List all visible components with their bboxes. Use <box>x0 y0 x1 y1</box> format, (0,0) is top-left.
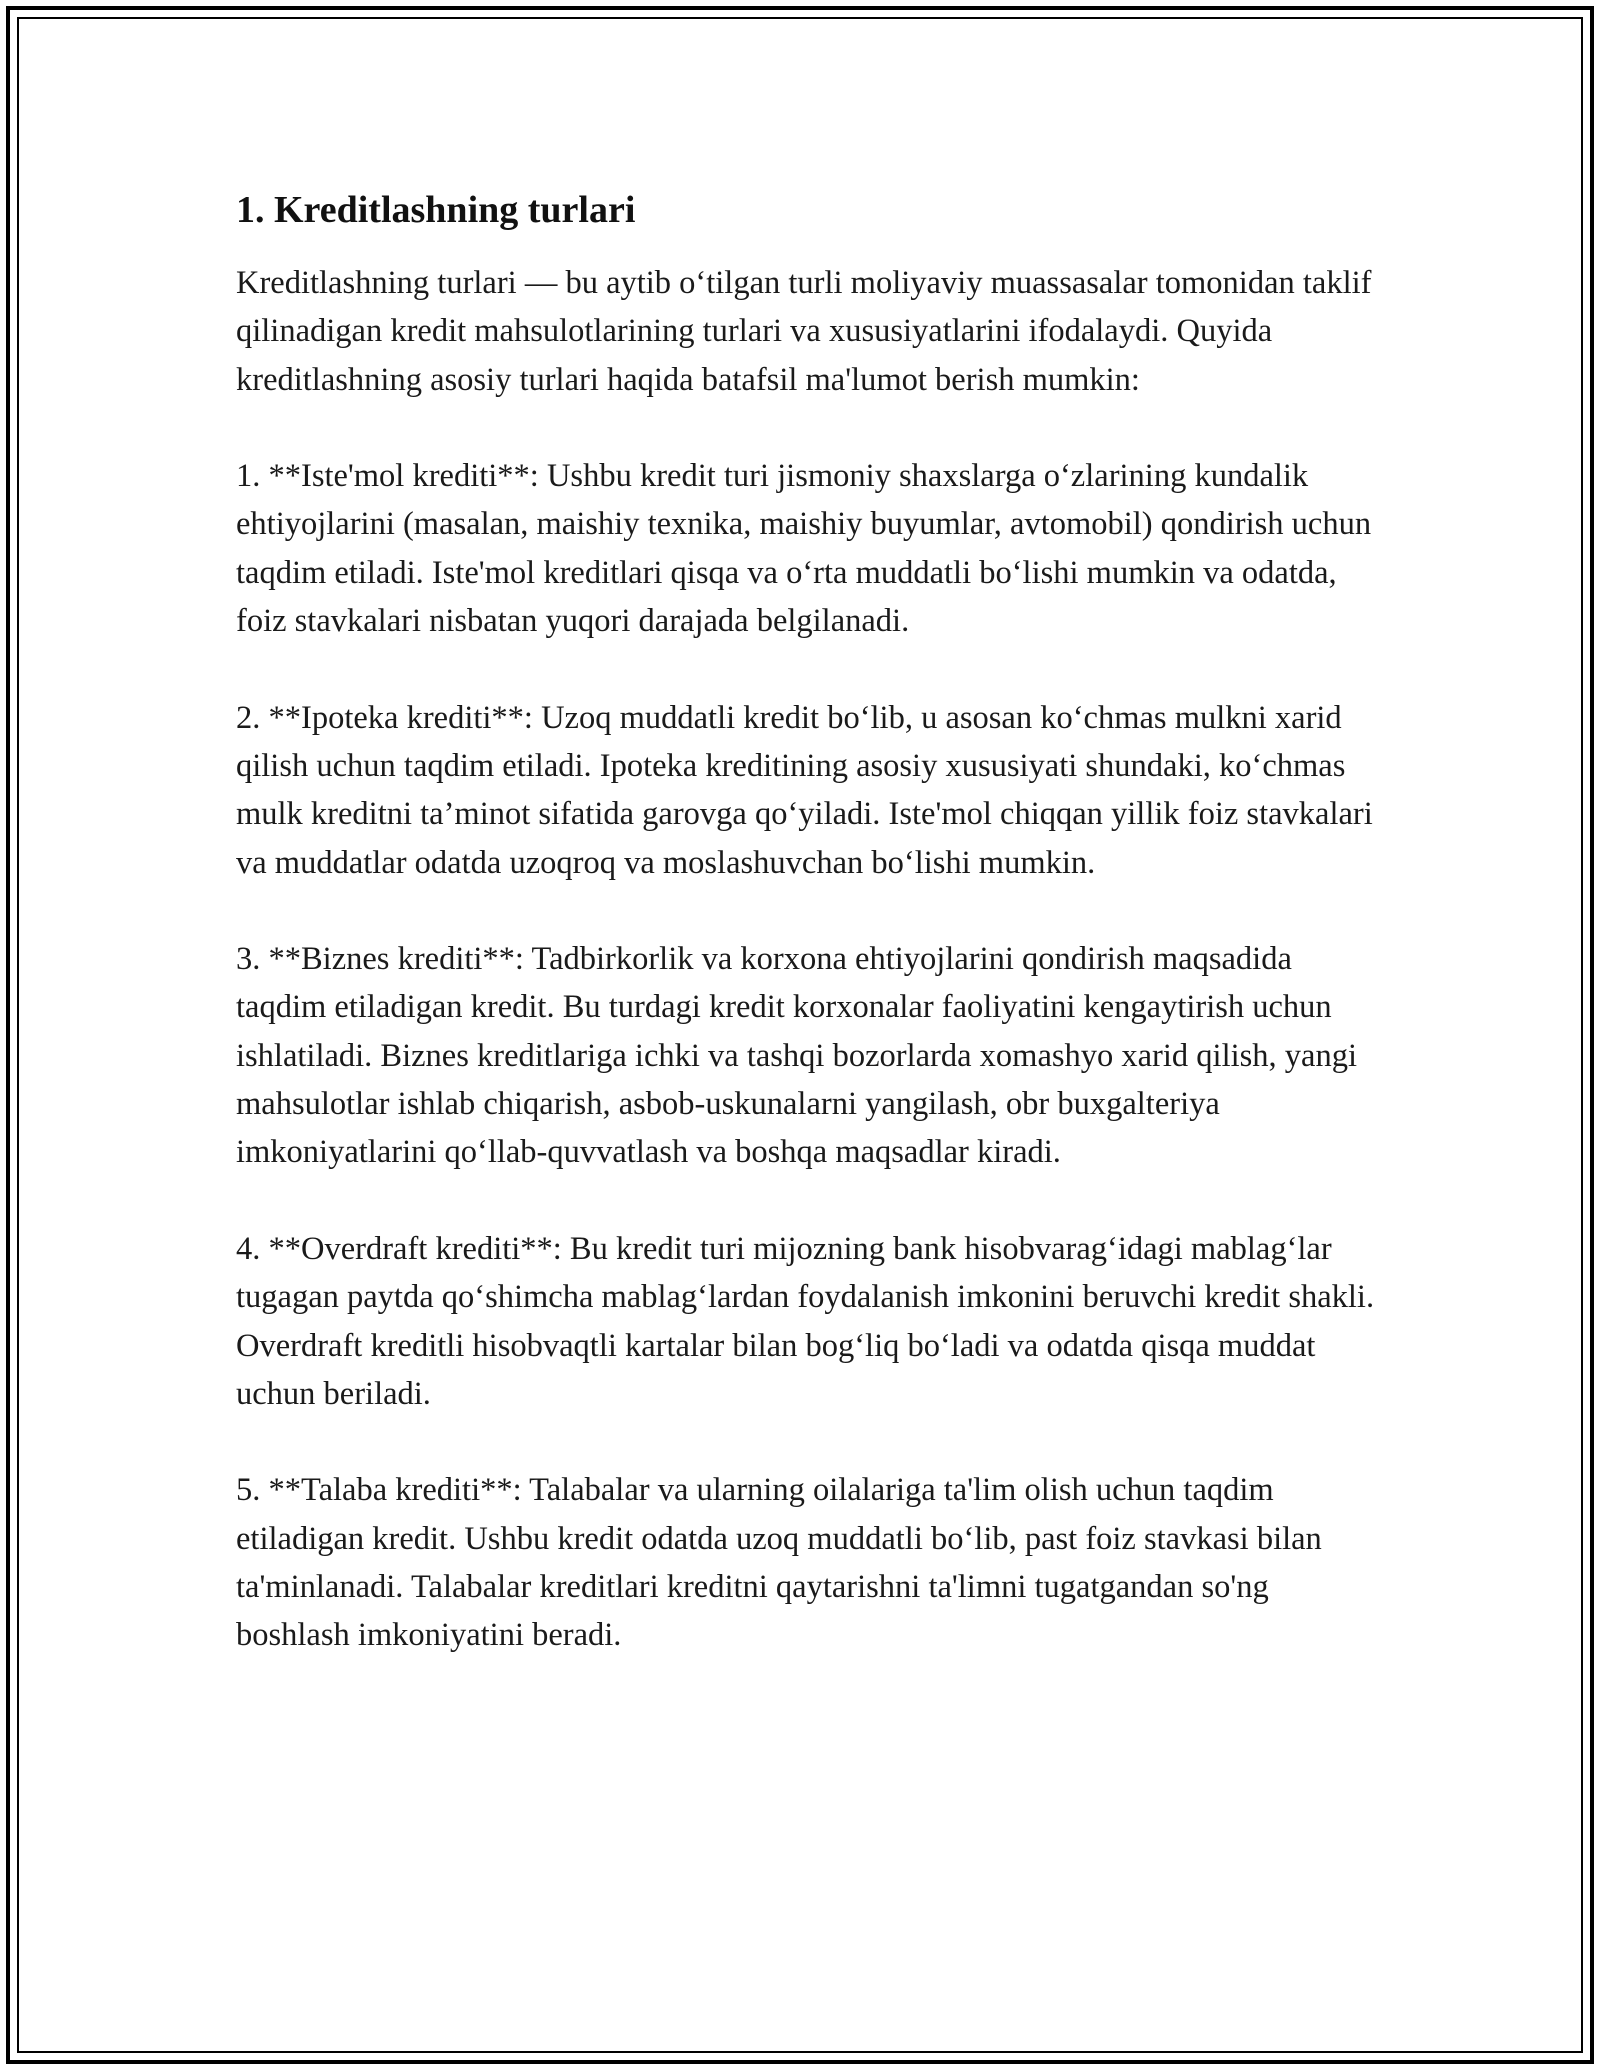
document-body <box>236 186 1376 1660</box>
paragraph-mortgage-credit: 2. **Ipoteka krediti**: Uzoq muddatli kredit bo‘lib, u asosan ko‘chmas mulkni xarid qilish uchun taqdim etiladi. Ipoteka kreditining asosiy xususiyati shundaki, ko‘chmas mulk kreditni ta’minot sifatida garovga qo‘yiladi. Iste'mol chiqqan yillik foiz stavkalari va muddatlar odatda uzoqroq va moslashuvchan bo‘lishi mumkin. <box>236 699 1373 881</box>
paragraph-overdraft-credit: 4. **Overdraft krediti**: Bu kredit turi mijozning bank hisobvarag‘idagi mablag‘lar tugagan paytda qo‘shimcha mablag‘lardan foydalanish imkonini beruvchi kredit shakli. Overdraft kreditli hisobvaqtli kartalar bilan bog‘liq bo‘ladi va odatda qisqa muddat uchun beriladi. <box>236 1230 1375 1412</box>
section-heading: 1. Kreditlashning turlari <box>236 189 636 231</box>
paragraph-consumer-credit: 1. **Iste'mol krediti**: Ushbu kredit turi jismoniy shaxslarga o‘zlarining kundalik ehtiyojlarini (masalan, maishiy texnika, maishiy buyumlar, avtomobil) qondirish uchun taqdim etiladi. Iste'mol kreditlari qisqa va o‘rta muddatli bo‘lishi mumkin va odatda, foiz stavkalari nisbatan yuqori darajada belgilanadi. <box>236 458 1372 640</box>
paragraph-student-credit: 5. **Talaba krediti**: Talabalar va ularning oilalariga ta'lim olish uchun taqdim etiladigan kredit. Ushbu kredit odatda uzoq muddatli bo‘lib, past foiz stavkasi bilan ta'minlanadi. Talabalar kreditlari kreditni qaytarishni ta'limni tugatgandan so'ng boshlash imkoniyatini beradi. <box>236 1472 1322 1654</box>
paragraph-business-credit: 3. **Biznes krediti**: Tadbirkorlik va korxona ehtiyojlarini qondirish maqsadida taqdim etiladigan kredit. Bu turdagi kredit korxonalar faoliyatini kengaytirish uchun ishlatiladi. Biznes kreditlariga ichki va tashqi bozorlarda xomashyo xarid qilish, yangi mahsulotlar ishlab chiqarish, asbob-uskunalarni yangilash, obr buxgalteriya imkoniyatlarini qo‘llab-quvvatlash va boshqa maqsadlar kiradi. <box>236 941 1357 1171</box>
intro-paragraph: Kreditlashning turlari — bu aytib o‘tilgan turli moliyaviy muassasalar tomonidan taklif qilinadigan kredit mahsulotlarining turlari va xususiyatlarini ifodalaydi. Quyida kreditlashning asosiy turlari haqida batafsil ma'lumot berish mumkin: <box>236 265 1372 398</box>
